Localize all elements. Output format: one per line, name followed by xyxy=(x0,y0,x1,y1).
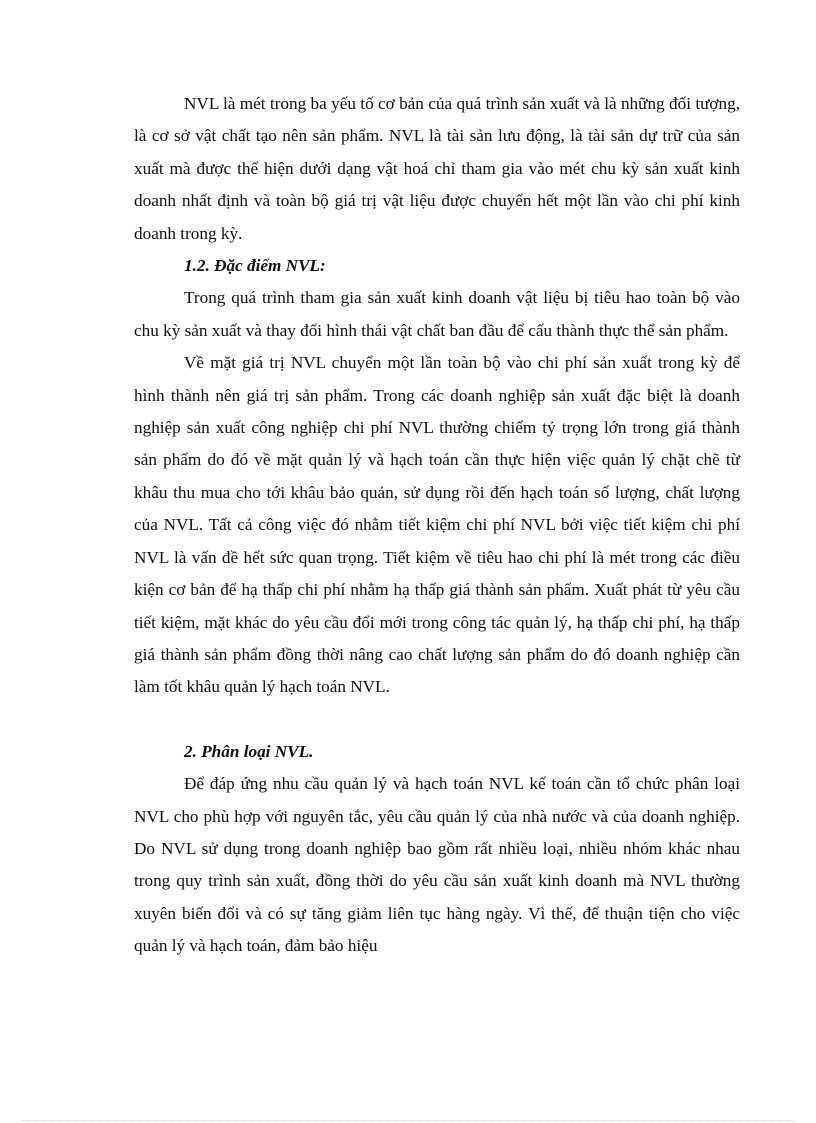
document-page xyxy=(134,88,740,963)
paragraph-2: Để đáp ứng nhu cầu quản lý và hạch toán NVL kế toán cần tổ chức phân loại NVL cho phù hợp với nguyên tắc, yêu cầu quản lý của nhà nước và của doanh nghiệp. Do NVL sử dụng trong doanh nghiệp bao gồm rất nhiều loại, nhiều nhóm khác nhau trong quy trình sản xuất, đồng thời do yêu cầu sản xuất kinh doanh mà NVL thường xuyên biến đổi và có sự tăng giảm liên tục hàng ngày. Vì thế, để thuận tiện cho việc quản lý và hạch toán, đảm bảo hiệu xyxy=(134,774,740,956)
page-bottom-divider xyxy=(22,1120,794,1121)
paragraph-1-2-b: Về mặt giá trị NVL chuyển một lần toàn bộ vào chi phí sản xuất trong kỳ để hình thành nên giá trị sản phẩm. Trong các doanh nghiệp sản xuất đặc biệt là doanh nghiệp sản xuất công nghiệp chi phí NVL thường chiếm tỷ trọng lớn trong giá thành sản phẩm do đó về mặt quản lý và hạch toán cần thực hiện việc quản lý chặt chẽ từ khâu thu mua cho tới khâu bảo quản, sử dụng rồi đến hạch toán số lượng, chất lượng của NVL. Tất cả công việc đó nhằm tiết kiệm chi phí NVL bởi việc tiết kiệm chi phí NVL là vấn đề hết sức quan trọng. Tiết kiệm về tiêu hao chi phí là mét trong các điều kiện cơ bản để hạ thấp chi phí nhằm hạ thấp giá thành sản phẩm. Xuất phát từ yêu cầu tiết kiệm, mặt khác do yêu cầu đổi mới trong công tác quản lý, hạ thấp chi phí, hạ thấp giá thành sản phẩm đồng thời nâng cao chất lượng sản phẩm do đó doanh nghiệp cần làm tốt khâu quản lý hạch toán NVL. xyxy=(134,353,740,697)
paragraph-1-2-a: Trong quá trình tham gia sản xuất kinh doanh vật liệu bị tiêu hao toàn bộ vào chu kỳ sản xuất và thay đổi hình thái vật chất ban đầu để cấu thành thực thể sản phẩm. xyxy=(134,288,740,340)
section-heading-1-2: 1.2. Đặc điểm NVL: xyxy=(184,256,326,276)
section-heading-2: 2. Phân loại NVL. xyxy=(184,741,314,761)
paragraph-intro: NVL là mét trong ba yếu tố cơ bản của quá trình sản xuất và là những đối tượng, là cơ sở vật chất tạo nên sản phẩm. NVL là tài sản lưu động, là tài sản dự trữ của sản xuất mà được thể hiện dưới dạng vật hoá chỉ tham gia vào mét chu kỳ sản xuất kinh doanh nhất định và toàn bộ giá trị vật liệu được chuyển hết một lần vào chi phí kinh doanh trong kỳ. xyxy=(134,94,740,243)
